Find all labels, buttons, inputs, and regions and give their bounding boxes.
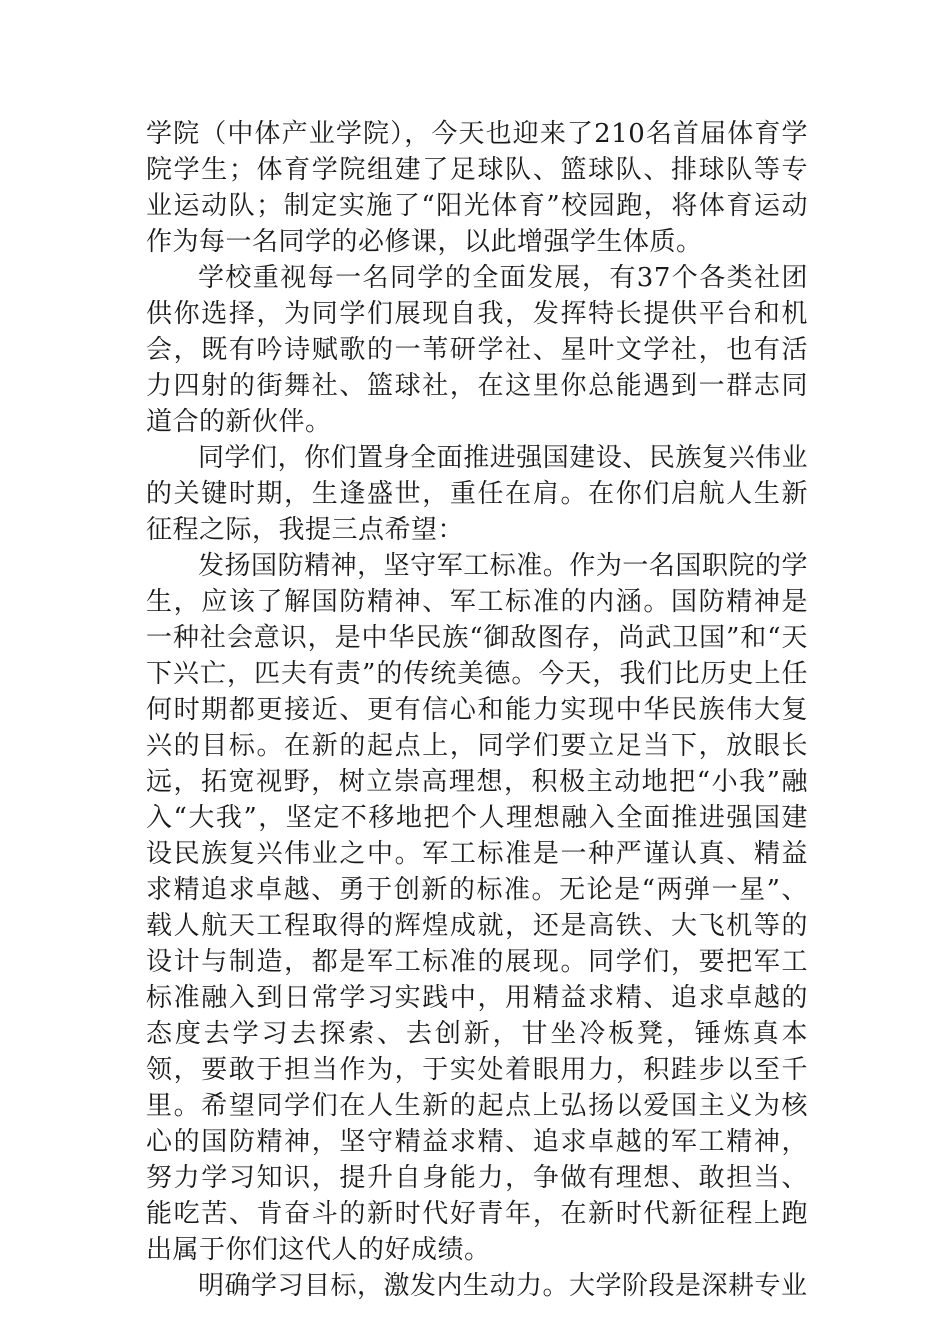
paragraph-national-defense-spirit: 发扬国防精神，坚守军工标准。作为一名国职院的学生，应该了解国防精神、军工标准的内涵。国防精神是一种社会意识，是中华民族“御敌图存，尚武卫国”和“天下兴亡，匹夫有责”的传统美德。今天，我们比历史上任何时期都更接近、更有信心和能力实现中华民族伟大复兴的目标。在新的起点上，同学们要立足当下，放眼长远，拓宽视野，树立崇高理想，积极主动地把“小我”融入“大我”，坚定不移地把个人理想融入全面推进强国建设民族复兴伟业之中。军工标准是一种严谨认真、精益求精追求卓越、勇于创新的标准。无论是“两弹一星”、载人航天工程取得的辉煌成就，还是高铁、大飞机等的设计与制造，都是军工标准的展现。同学们，要把军工标准融入到日常学习实践中，用精益求精、追求卓越的态度去学习去探索、去创新，甘坐冷板凳，锤炼真本领，要敢于担当作为，于实处着眼用力，积跬步以至千里。希望同学们在人生新的起点上弘扬以爱国主义为核心的国防精神，坚守精益求精、追求卓越的军工精神，努力学习知识，提升自身能力，争做有理想、敢担当、能吃苦、肯奋斗的新时代好青年，在新时代新征程上跑出属于你们这代人的好成绩。: [146, 551, 808, 1265]
paragraph-student-clubs: 学校重视每一名同学的全面发展，有37个各类社团供你选择，为同学们展现自我，发挥特长提供平台和机会，既有吟诗赋歌的一苇研学社、星叶文学社，也有活力四射的街舞社、篮球社，在这里你总能遇到一群志同道合的新伙伴。: [146, 263, 808, 437]
paragraph-learning-goals: 明确学习目标，激发内生动力。大学阶段是深耕专业: [198, 1271, 808, 1301]
paragraph-sports-college: 学院（中体产业学院），今天也迎来了210名首届体育学院学生；体育学院组建了足球队、篮球队、排球队等专业运动队；制定实施了“阳光体育”校园跑，将体育运动作为每一名同学的必修课，以此增强学生体质。: [146, 119, 808, 257]
paragraph-three-hopes-intro: 同学们，你们置身全面推进强国建设、民族复兴伟业的关键时期，生逢盛世，重任在肩。在你们启航人生新征程之际，我提三点希望：: [146, 443, 808, 545]
document-body: [146, 116, 808, 1304]
